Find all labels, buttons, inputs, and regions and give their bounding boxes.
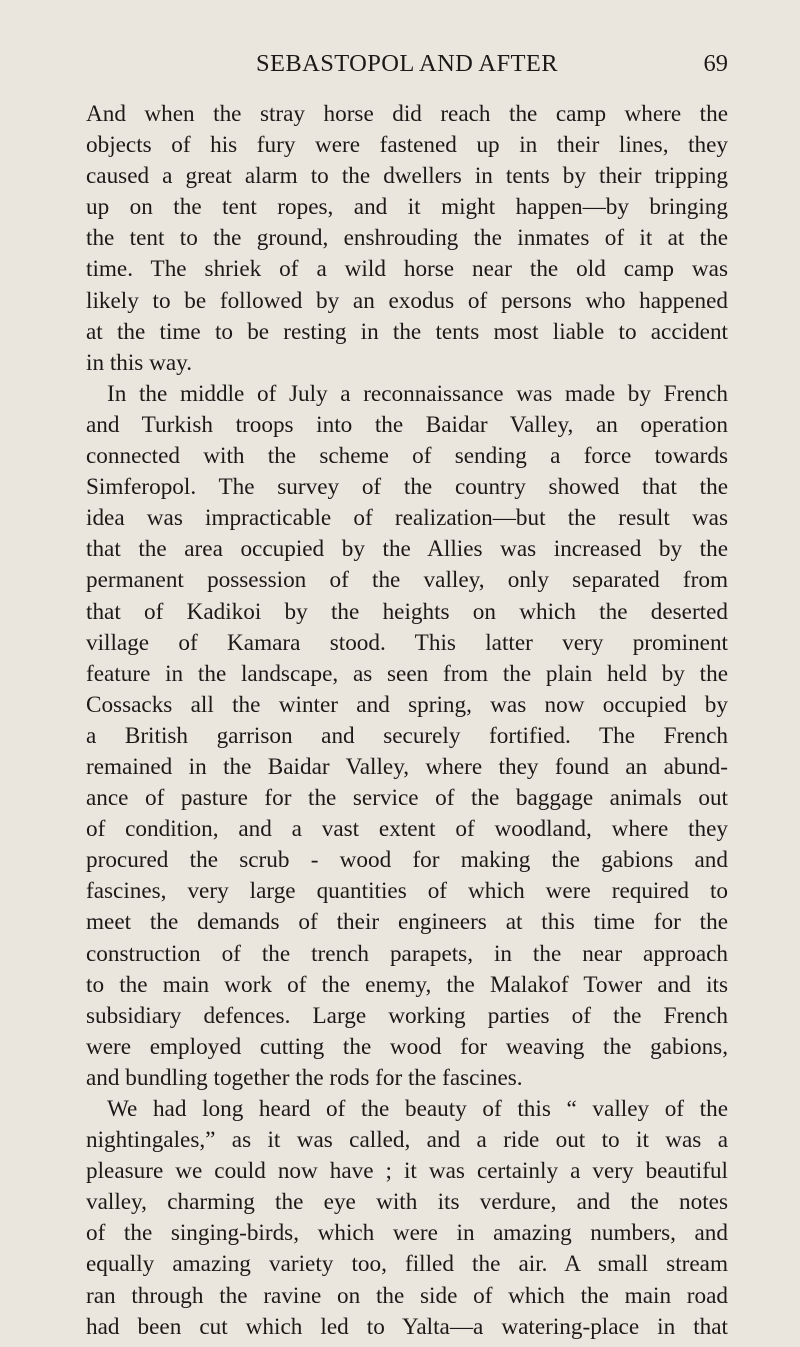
text-line: procured the scrub - wood for making the gabions and bbox=[86, 847, 728, 874]
body-text bbox=[86, 99, 728, 1343]
text-line: of the singing-birds, which were in amazing numbers, and bbox=[86, 1220, 728, 1247]
text-line: were employed cutting the wood for weaving the gabions, bbox=[86, 1033, 728, 1060]
text-line: up on the tent ropes, and it might happen—by bringing bbox=[86, 194, 728, 221]
text-line: ran through the ravine on the side of which the main road bbox=[86, 1282, 728, 1309]
running-title: SEBASTOPOL AND AFTER bbox=[255, 50, 559, 77]
text-line: nightingales,” as it was called, and a ride out to it was a bbox=[86, 1127, 728, 1154]
text-line: objects of his fury were fastened up in their lines, they bbox=[86, 132, 728, 159]
text-line: connected with the scheme of sending a force towards bbox=[86, 443, 728, 470]
text-line: subsidiary defences. Large working parties of the French bbox=[86, 1002, 728, 1029]
text-line: that of Kadikoi by the heights on which the deserted bbox=[86, 598, 728, 625]
text-line: time. The shriek of a wild horse near the old camp was bbox=[86, 256, 728, 283]
text-line: We had long heard of the beauty of this “ valley of the bbox=[107, 1096, 728, 1122]
text-line: to the main work of the enemy, the Malakof Tower and its bbox=[86, 971, 728, 998]
page-header bbox=[86, 50, 728, 90]
text-line: Cossacks all the winter and spring, was now occupied by bbox=[86, 691, 728, 718]
text-line: valley, charming the eye with its verdure, and the notes bbox=[86, 1189, 728, 1216]
text-line: a British garrison and securely fortified. The French bbox=[86, 722, 728, 749]
text-line: and bundling together the rods for the fascines. bbox=[86, 1064, 523, 1091]
text-line: fascines, very large quantities of which were required to bbox=[86, 878, 728, 905]
page-number: 69 bbox=[703, 50, 728, 77]
text-line: idea was impracticable of realization—but the result was bbox=[86, 505, 728, 532]
text-line: remained in the Baidar Valley, where they found an abund- bbox=[86, 753, 728, 780]
text-line: ance of pasture for the service of the baggage animals out bbox=[86, 785, 728, 812]
text-line: of condition, and a vast extent of woodland, where they bbox=[86, 816, 728, 843]
text-line: construction of the trench parapets, in the near approach bbox=[86, 940, 728, 967]
text-line: had been cut which led to Yalta—a watering-place in that bbox=[86, 1313, 728, 1340]
text-line: pleasure we could now have ; it was certainly a very beautiful bbox=[86, 1158, 728, 1185]
text-line: the tent to the ground, enshrouding the inmates of it at the bbox=[86, 225, 728, 252]
text-line: meet the demands of their engineers at this time for the bbox=[86, 909, 728, 936]
text-line: And when the stray horse did reach the camp where the bbox=[86, 101, 728, 127]
text-line: permanent possession of the valley, only separated from bbox=[86, 567, 728, 594]
text-line: at the time to be resting in the tents most liable to accident bbox=[86, 318, 728, 345]
text-line: and Turkish troops into the Baidar Valley, an operation bbox=[86, 411, 728, 438]
text-line: in this way. bbox=[86, 349, 193, 376]
text-line: equally amazing variety too, filled the air. A small stream bbox=[86, 1251, 728, 1278]
text-line: Simferopol. The survey of the country showed that the bbox=[86, 474, 728, 501]
text-line: caused a great alarm to the dwellers in tents by their tripping bbox=[86, 163, 728, 190]
text-line: likely to be followed by an exodus of persons who happened bbox=[86, 287, 728, 314]
text-line: In the middle of July a reconnaissance was made by French bbox=[107, 380, 728, 407]
text-line: feature in the landscape, as seen from the plain held by the bbox=[86, 660, 728, 687]
text-line: village of Kamara stood. This latter very prominent bbox=[86, 629, 728, 656]
text-line: that the area occupied by the Allies was increased by the bbox=[86, 536, 728, 563]
